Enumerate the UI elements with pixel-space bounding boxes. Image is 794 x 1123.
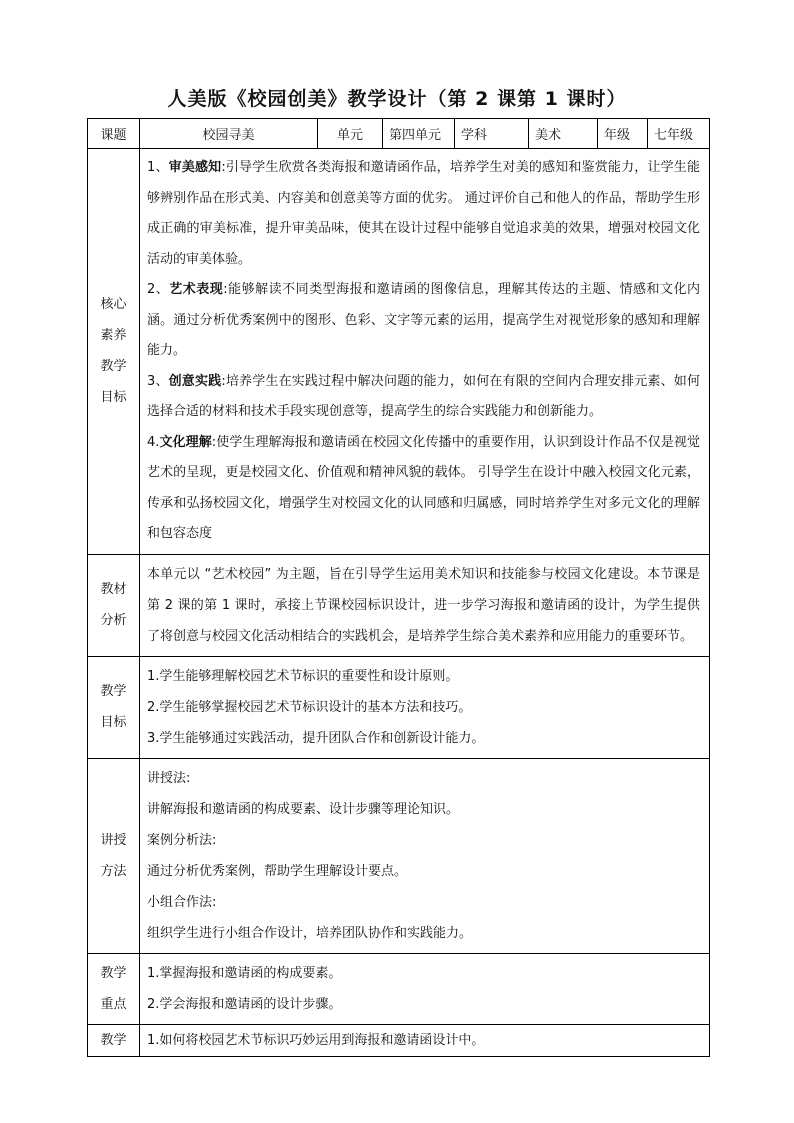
header-row — [88, 119, 710, 149]
material-row — [88, 554, 710, 656]
key-point-item: 1.掌握海报和邀请函的构成要素。 — [147, 965, 342, 981]
method-item: 组织学生进行小组合作设计，培养团队协作和实践能力。 — [147, 925, 473, 941]
material-label: 教材 分析 — [88, 554, 140, 656]
goal-item: 2、艺术表现:能够解读不同类型海报和邀请函的图像信息，理解其传达的主题、情感和文化内涵。通过分析优秀案例中的图形、色彩、文字等元素的运用，提高学生对视觉形象的感知和理解能力。 — [147, 282, 700, 358]
lesson-plan-table — [87, 118, 710, 1057]
methods-row — [88, 758, 710, 953]
key-points-content — [140, 953, 710, 1024]
objective-item: 3.学生能够通过实践活动，提升团队合作和创新设计能力。 — [147, 730, 485, 746]
method-item: 案例分析法: — [147, 832, 217, 848]
page-title: 人美版《校园创美》教学设计（第 2 课第 1 课时） — [167, 88, 627, 110]
objective-item: 1.学生能够理解校园艺术节标识的重要性和设计原则。 — [147, 668, 459, 684]
material-content — [140, 554, 710, 656]
topic-value: 校园寻美 — [140, 119, 318, 149]
method-item: 讲解海报和邀请函的构成要素、设计步骤等理论知识。 — [147, 801, 460, 817]
methods-label: 讲授 方法 — [88, 758, 140, 953]
subject-label: 学科 — [455, 119, 529, 149]
grade-label: 年级 — [598, 119, 648, 149]
core-goals-content — [140, 149, 710, 555]
difficulty-item: 1.如何将校园艺术节标识巧妙运用到海报和邀请函设计中。 — [147, 1032, 485, 1048]
key-point-item: 2.学会海报和邀请函的设计步骤。 — [147, 996, 342, 1012]
unit-value: 第四单元 — [383, 119, 455, 149]
topic-label: 课题 — [88, 119, 140, 149]
key-points-label: 教学 重点 — [88, 953, 140, 1024]
subject-value: 美术 — [529, 119, 598, 149]
objectives-label: 教学 目标 — [88, 656, 140, 758]
material-text: 本单元以 “艺术校园” 为主题，旨在引导学生运用美术知识和技能参与校园文化建设。本节课是第 2 课的第 1 课时，承接上节课校园标识设计，进一步学习海报和邀请函的设计，为学生提供了将创意与校园文化活动相结合的实践机会，是培养学生综合美术素养和应用能力的重要环节。 — [147, 566, 700, 644]
difficulty-content — [140, 1024, 710, 1056]
goal-item: 1、审美感知:引导学生欣赏各类海报和邀请函作品，培养学生对美的感知和鉴赏能力，让学生能够辨别作品在形式美、内容美和创意美等方面的优劣。 通过评价自己和他人的作品，帮助学生形成正确的审美标准，提升审美品味，使其在设计过程中能够自觉追求美的效果，增强对校园文化活动的审美体验。 — [147, 160, 700, 267]
difficulty-label: 教学 — [88, 1024, 140, 1056]
method-item: 小组合作法: — [147, 894, 217, 910]
core-goals-label: 核心 素养 教学 目标 — [88, 149, 140, 555]
methods-content — [140, 758, 710, 953]
goal-item: 3、创意实践:培养学生在实践过程中解决问题的能力，如何在有限的空间内合理安排元素、如何选择合适的材料和技术手段实现创意等，提高学生的综合实践能力和创新能力。 — [147, 373, 700, 419]
goal-item: 4.文化理解:使学生理解海报和邀请函在校园文化传播中的重要作用，认识到设计作品不仅是视觉艺术的呈现，更是校园文化、价值观和精神风貌的载体。 引导学生在设计中融入校园文化元素，传承和弘扬校园文化，增强学生对校园文化的认同感和归属感，同时培养学生对多元文化的理解和包容态度 — [147, 434, 700, 541]
objectives-row — [88, 656, 710, 758]
method-item: 通过分析优秀案例，帮助学生理解设计要点。 — [147, 863, 408, 879]
method-item: 讲授法: — [147, 770, 191, 786]
unit-label: 单元 — [318, 119, 383, 149]
grade-value: 七年级 — [648, 119, 710, 149]
key-points-row — [88, 953, 710, 1024]
objectives-content — [140, 656, 710, 758]
objective-item: 2.学生能够掌握校园艺术节标识设计的基本方法和技巧。 — [147, 699, 472, 715]
core-goals-row — [88, 149, 710, 555]
difficulty-row — [88, 1024, 710, 1056]
